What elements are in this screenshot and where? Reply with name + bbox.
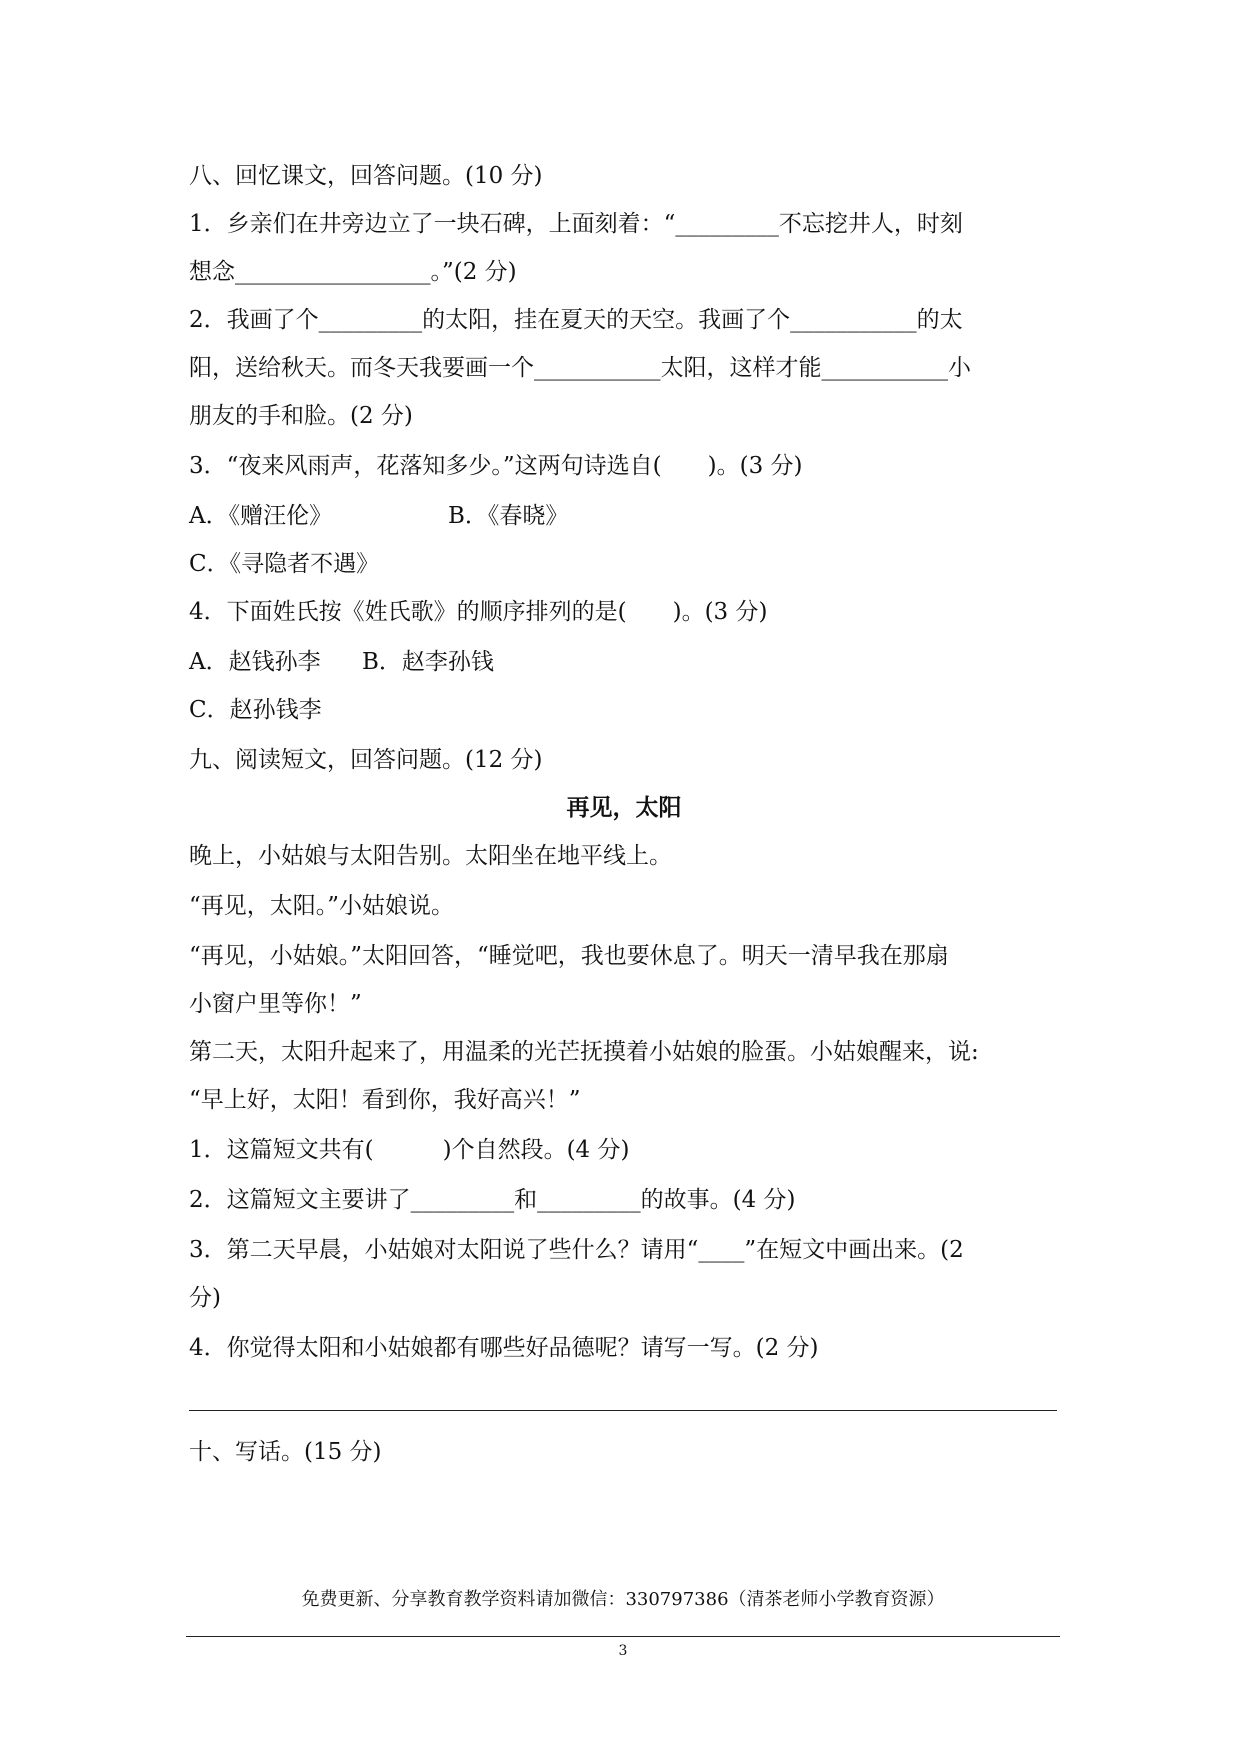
s8-q4-option-c: C．赵孙钱李 (189, 697, 322, 723)
passage-paragraph-2: “再见，太阳。”小姑娘说。 (189, 893, 455, 919)
s8-q3-option-a: A．《赠汪伦》 (189, 503, 333, 529)
passage-paragraph-4-line1: 第二天，太阳升起来了，用温柔的光芒抚摸着小姑娘的脸蛋。小姑娘醒来，说: (189, 1039, 979, 1065)
s8-q3-option-c: C．《寻隐者不遇》 (189, 551, 380, 577)
s8-q3: 3．“夜来风雨声，花落知多少。”这两句诗选自( )。(3 分) (189, 453, 803, 479)
s8-q1-line2: 想念_________________。”(2 分) (189, 259, 517, 285)
section10-heading: 十、写话。(15 分) (189, 1439, 382, 1465)
page-number: 3 (618, 1643, 628, 1659)
passage-paragraph-4-line2: “早上好，太阳！看到你，我好高兴！” (189, 1087, 581, 1113)
s9-q1: 1．这篇短文共有( )个自然段。(4 分) (189, 1137, 630, 1163)
section8-heading: 八、回忆课文，回答问题。(10 分) (189, 163, 543, 189)
s8-q2-line1: 2．我画了个_________的太阳，挂在夏天的天空。我画了个___________的太 (189, 307, 963, 333)
s8-q1-line1: 1．乡亲们在井旁边立了一块石碑，上面刻着：“_________不忘挖井人，时刻 (189, 211, 963, 237)
passage-title: 再见，太阳 (566, 794, 682, 821)
section9-heading: 九、阅读短文，回答问题。(12 分) (189, 747, 543, 773)
passage-paragraph-3-line1: “再见，小姑娘。”太阳回答，“睡觉吧，我也要休息了。明天一清早我在那扇 (189, 943, 949, 969)
answer-line (189, 1410, 1057, 1411)
s8-q4: 4．下面姓氏按《姓氏歌》的顺序排列的是( )。(3 分) (189, 599, 768, 625)
s9-q4: 4．你觉得太阳和小姑娘都有哪些好品德呢？请写一写。(2 分) (189, 1335, 819, 1361)
passage-paragraph-3-line2: 小窗户里等你！” (189, 991, 362, 1017)
s9-q2: 2．这篇短文主要讲了_________和_________的故事。(4 分) (189, 1187, 796, 1213)
s8-q4-option-b: B．赵李孙钱 (362, 649, 494, 675)
passage-paragraph-1: 晚上，小姑娘与太阳告别。太阳坐在地平线上。 (189, 843, 672, 869)
s8-q2-line2: 阳，送给秋天。而冬天我要画一个___________太阳，这样才能___________小 (189, 355, 971, 381)
s8-q2-line3: 朋友的手和脸。(2 分) (189, 403, 413, 429)
s8-q3-option-b: B．《春晓》 (448, 503, 569, 529)
s8-q4-option-a: A．赵钱孙李 (189, 649, 321, 675)
footer-divider (186, 1636, 1060, 1637)
s9-q3-line2: 分) (189, 1285, 221, 1311)
s9-q3-line1: 3．第二天早晨，小姑娘对太阳说了些什么？请用“____”在短文中画出来。(2 (189, 1237, 964, 1263)
footer-text: 免费更新、分享教育教学资料请加微信：330797386（清茶老师小学教育资源） (301, 1589, 945, 1610)
